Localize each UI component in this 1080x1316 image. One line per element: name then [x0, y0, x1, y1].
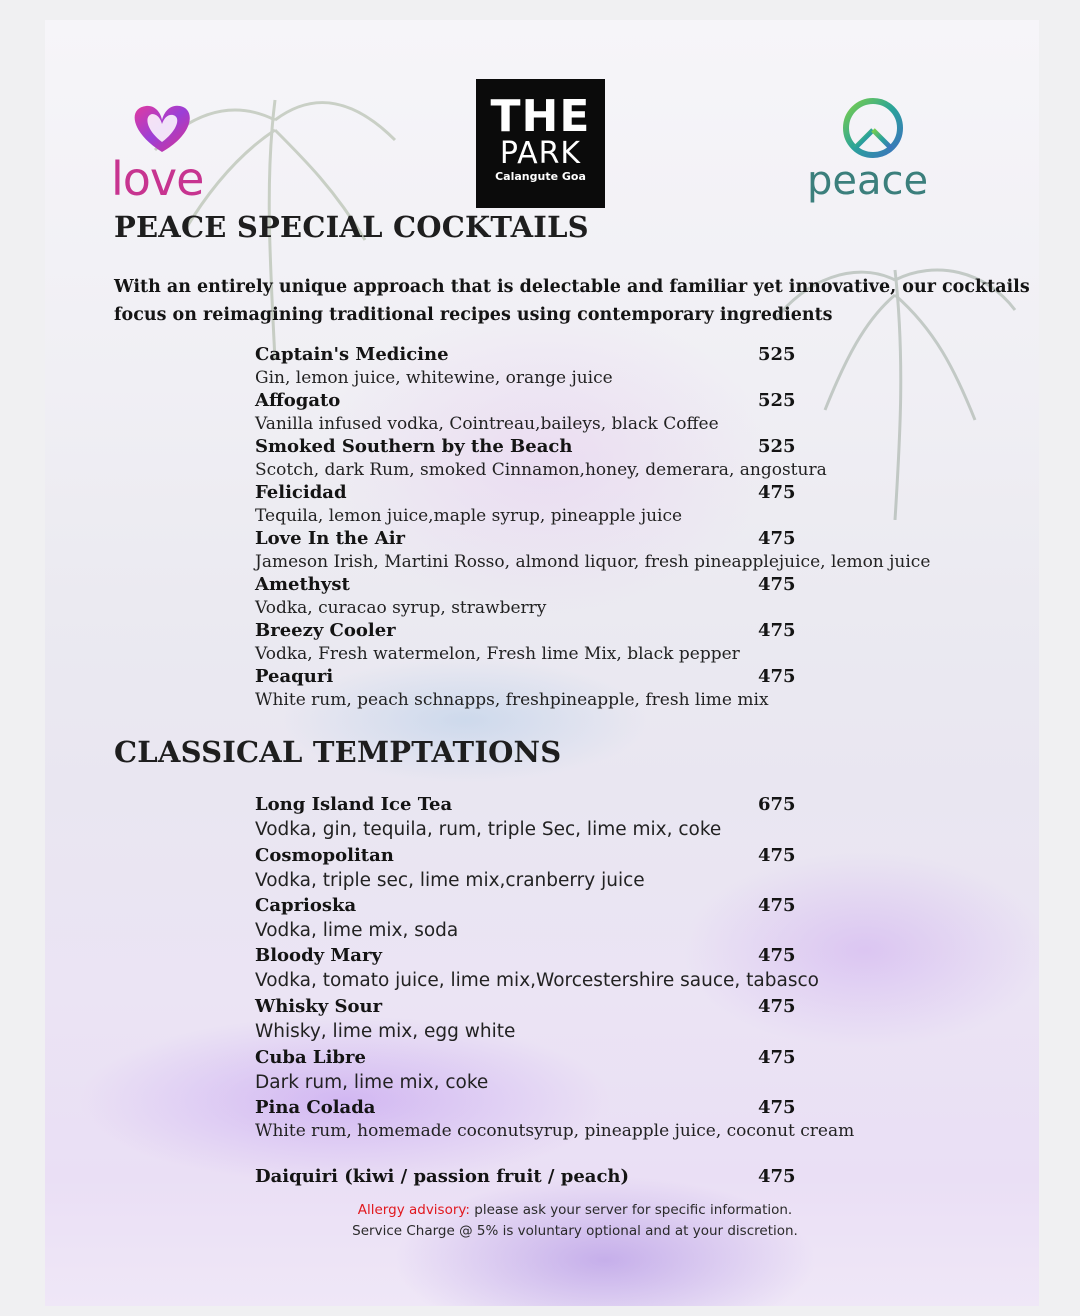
- menu-item-price: 475: [758, 666, 796, 687]
- menu-item-name: Smoked Southern by the Beach: [255, 436, 573, 457]
- allergy-advisory: [315, 1200, 835, 1221]
- service-charge-note: Service Charge @ 5% is voluntary optional and at your discretion.: [352, 1223, 798, 1239]
- menu-item-price: 475: [758, 1166, 796, 1187]
- menu-item-name: Daiquiri (kiwi / passion fruit / peach): [255, 1166, 630, 1187]
- menu-item: [255, 389, 975, 435]
- menu-item-description: Vodka, gin, tequila, rum, triple Sec, lime mix, coke: [255, 819, 722, 840]
- menu-item-name: Cuba Libre: [255, 1047, 366, 1068]
- menu-item-description: Vodka, lime mix, soda: [255, 920, 459, 941]
- menu-item-price: 475: [758, 895, 796, 916]
- menu-item-price: 525: [758, 390, 796, 411]
- menu-item-price: 525: [758, 344, 796, 365]
- menu-item-description: Vanilla infused vodka, Cointreau,baileys, black Coffee: [255, 414, 719, 434]
- menu-item: [255, 1096, 975, 1142]
- menu-item-price: 475: [758, 528, 796, 549]
- menu-item-name: Long Island Ice Tea: [255, 794, 453, 815]
- the-park-logo: [476, 79, 605, 208]
- menu-item-description: Vodka, triple sec, lime mix,cranberry juice: [255, 870, 645, 891]
- menu-item-description: Scotch, dark Rum, smoked Cinnamon,honey, demerara, angostura: [255, 460, 827, 480]
- menu-item-name: Pina Colada: [255, 1097, 376, 1118]
- menu-item-name: Felicidad: [255, 482, 347, 503]
- menu-item-price: 475: [758, 482, 796, 503]
- menu-item-description: Vodka, Fresh watermelon, Fresh lime Mix, black pepper: [255, 644, 740, 664]
- logo-line-the: THE: [490, 91, 591, 142]
- menu-item-name: Peaquri: [255, 666, 334, 687]
- section-intro: With an entirely unique approach that is delectable and familiar yet innovative, our cocktails focus on reimagining traditional recipes using contemporary ingredients: [114, 277, 1030, 325]
- menu-item-name: Caprioska: [255, 895, 357, 916]
- menu-item: [255, 435, 975, 481]
- menu-item-price: 475: [758, 1097, 796, 1118]
- logo-line-park: PARK: [499, 136, 582, 171]
- menu-item-name: Cosmopolitan: [255, 845, 394, 866]
- menu-item-price: 475: [758, 945, 796, 966]
- menu-item-description: Jameson Irish, Martini Rosso, almond liquor, fresh pineapplejuice, lemon juice: [255, 552, 931, 572]
- menu-item-description: White rum, peach schnapps, freshpineapple, fresh lime mix: [255, 690, 769, 710]
- section-title-peace-special: PEACE SPECIAL COCKTAILS: [114, 210, 589, 244]
- menu-item: [255, 343, 975, 389]
- peace-logo-text: peace: [807, 158, 929, 204]
- menu-page: [45, 20, 1039, 1306]
- menu-item-price: 525: [758, 436, 796, 457]
- menu-item-price: 475: [758, 574, 796, 595]
- allergy-label: Allergy advisory:: [357, 1202, 470, 1218]
- menu-item-price: 475: [758, 620, 796, 641]
- menu-item: [255, 844, 975, 894]
- menu-item: [255, 665, 975, 711]
- allergy-text: please ask your server for specific information.: [469, 1202, 793, 1218]
- menu-item-price: 475: [758, 845, 796, 866]
- menu-item: [255, 894, 975, 944]
- menu-item-description: White rum, homemade coconutsyrup, pineapple juice, coconut cream: [255, 1121, 855, 1141]
- menu-item: [255, 481, 975, 527]
- menu-item-price: 475: [758, 1047, 796, 1068]
- menu-item-name: Breezy Cooler: [255, 620, 396, 641]
- menu-item-name: Love In the Air: [255, 528, 406, 549]
- menu-item-name: Bloody Mary: [255, 945, 382, 966]
- logo-line-location: Calangute Goa: [495, 170, 586, 183]
- menu-item: [255, 995, 975, 1045]
- menu-item: [255, 1165, 975, 1189]
- menu-item-name: Whisky Sour: [255, 996, 383, 1017]
- menu-item-name: Captain's Medicine: [255, 344, 449, 365]
- menu-item: [255, 944, 975, 994]
- menu-item: [255, 573, 975, 619]
- love-logo-text: love: [111, 152, 204, 206]
- menu-item-price: 475: [758, 996, 796, 1017]
- menu-item-description: Gin, lemon juice, whitewine, orange juice: [255, 368, 613, 388]
- menu-item-description: Dark rum, lime mix, coke: [255, 1072, 489, 1093]
- menu-item-description: Vodka, curacao syrup, strawberry: [255, 598, 547, 618]
- menu-item-description: Whisky, lime mix, egg white: [255, 1021, 516, 1042]
- menu-item: [255, 793, 975, 843]
- menu-item-name: Amethyst: [255, 574, 350, 595]
- peace-sign-icon: [841, 96, 905, 160]
- section-title-classical: CLASSICAL TEMPTATIONS: [114, 735, 562, 769]
- menu-item-name: Affogato: [255, 390, 341, 411]
- menu-item-description: Tequila, lemon juice,maple syrup, pineapple juice: [255, 506, 683, 526]
- menu-item: [255, 527, 975, 573]
- menu-item: [255, 1046, 975, 1096]
- menu-item: [255, 619, 975, 665]
- menu-item-description: Vodka, tomato juice, lime mix,Worcestershire sauce, tabasco: [255, 970, 819, 991]
- menu-item-price: 675: [758, 794, 796, 815]
